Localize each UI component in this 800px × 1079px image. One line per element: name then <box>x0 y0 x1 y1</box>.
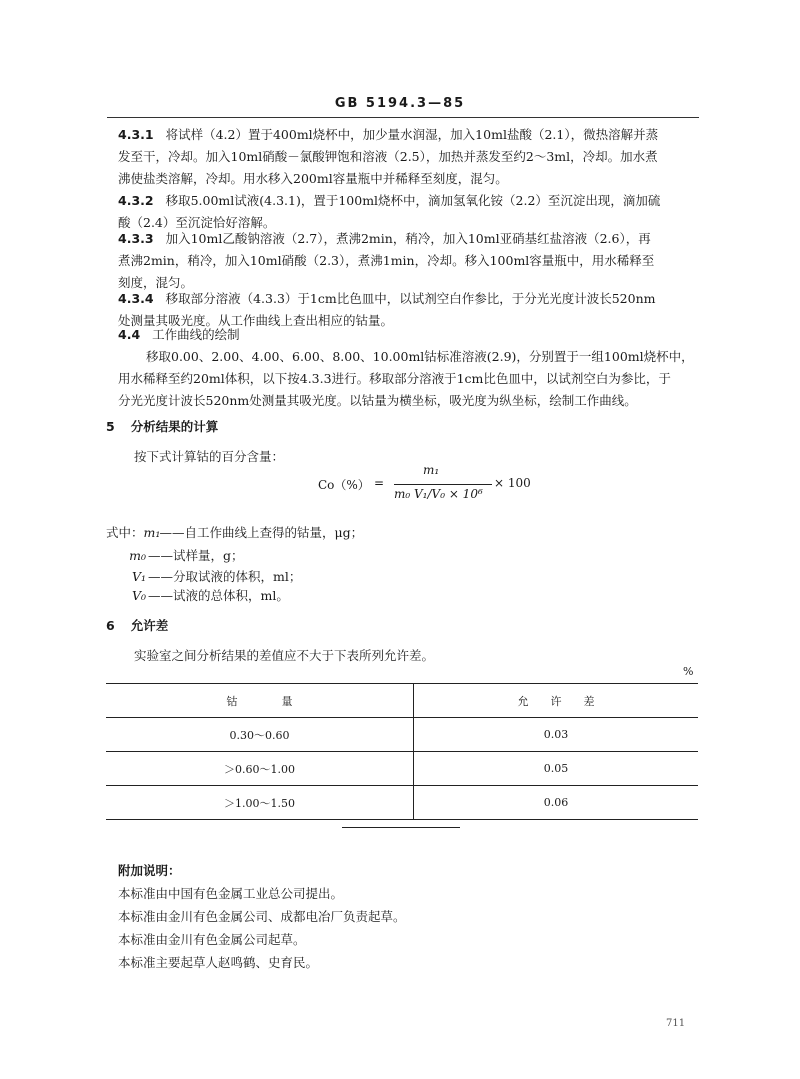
page-number: 711 <box>666 1018 686 1029</box>
legend-symbol: V₀ <box>131 588 146 603</box>
clause-line: 刻度，混匀。 <box>118 275 194 290</box>
section-5-heading <box>106 417 218 435</box>
section-6-heading <box>106 616 168 634</box>
end-divider <box>342 827 460 828</box>
formula-multiplier: × 100 <box>494 476 531 490</box>
notes-title: 附加说明： <box>118 863 181 878</box>
symbol-legend-row <box>106 523 363 541</box>
table-cell: 0.03 <box>414 718 699 752</box>
table-unit: % <box>683 665 694 678</box>
table-row <box>106 752 698 786</box>
formula-equals: = <box>374 476 385 490</box>
table-header-cobalt: 钴 量 <box>106 684 414 718</box>
legend-text: ——试样量，g； <box>148 548 244 563</box>
symbol-legend-row <box>106 586 289 604</box>
note-line: 本标准由中国有色金属工业总公司提出。 <box>118 886 344 901</box>
additional-notes <box>118 859 406 974</box>
standard-header: GB 5194.3—85 <box>334 96 466 111</box>
legend-symbol: V₁ <box>131 569 146 584</box>
clause-line: 酸（2.4）至沉淀恰好溶解。 <box>118 215 276 230</box>
clause-number: 4.3.4 <box>118 291 154 306</box>
table-header-tolerance: 允 许 差 <box>414 684 699 718</box>
section-number: 5 <box>106 419 115 434</box>
section-6-intro: 实验室之间分析结果的差值应不大于下表所列允许差。 <box>134 648 435 663</box>
clause-line: 用水稀释至约20ml体积，以下按4.3.3进行。移取部分溶液于1cm比色皿中，以试剂空白为参比，于 <box>118 371 671 386</box>
clause-number: 4.4 <box>118 327 141 342</box>
table-cell: 0.30～0.60 <box>106 718 414 752</box>
legend-symbol: m₀ <box>129 548 146 563</box>
note-line: 本标准主要起草人赵鸣鹤、史育民。 <box>118 955 319 970</box>
clause-4-3-3 <box>118 228 700 294</box>
legend-symbol: m₁ <box>143 525 161 540</box>
symbol-legend-row <box>106 567 301 585</box>
table-cell: 0.05 <box>414 752 699 786</box>
fraction-line <box>394 484 492 485</box>
table-row <box>106 718 698 752</box>
clause-line: 移取0.00、2.00、4.00、6.00、8.00、10.00ml钴标准溶液(2.9)，分别置于一组100ml烧杯中， <box>146 349 694 364</box>
table-cell: ＞0.60～1.00 <box>106 752 414 786</box>
clause-number: 4.3.1 <box>118 127 154 142</box>
table-cell: ＞1.00～1.50 <box>106 786 414 820</box>
table-cell: 0.06 <box>414 786 699 820</box>
legend-prefix: 式中： <box>106 525 144 540</box>
formula-lhs: Co（%） <box>318 478 370 492</box>
clause-4-4 <box>118 324 700 412</box>
table-row <box>106 786 698 820</box>
clause-line: 煮沸2min，稍冷，加入10ml硝酸（2.3），煮沸1min，冷却。移入100ml容量瓶中，用水稀释至 <box>118 253 655 268</box>
symbol-legend-row <box>106 546 244 564</box>
clause-line: 加入10ml乙酸钠溶液（2.7），煮沸2min，稍冷，加入10ml亚硝基红盐溶液（2.6），再 <box>165 231 651 246</box>
legend-text: ——自工作曲线上查得的钴量，μg； <box>159 525 364 540</box>
formula-numerator: m₁ <box>423 463 440 477</box>
note-line: 本标准由金川有色金属公司起草。 <box>118 932 306 947</box>
formula-denominator: m₀ V₁/V₀ × 10⁶ <box>394 487 483 501</box>
note-line: 本标准由金川有色金属公司、成都电冶厂负责起草。 <box>118 909 406 924</box>
legend-text: ——分取试液的体积，ml； <box>148 569 302 584</box>
tolerance-table <box>106 683 698 820</box>
clause-line: 处测量其吸光度。从工作曲线上查出相应的钴量。 <box>118 313 394 328</box>
calculation-formula <box>318 465 538 515</box>
clause-line: 沸使盐类溶解，冷却。用水移入200ml容量瓶中并稀释至刻度，混匀。 <box>118 171 508 186</box>
clause-line: 发至干，冷却。加入10ml硝酸－氯酸钾饱和溶液（2.5），加热并蒸发至约2～3ml，冷却。加水煮 <box>118 149 658 164</box>
header-rule <box>107 117 699 118</box>
section-5-intro: 按下式计算钴的百分含量： <box>134 449 285 464</box>
legend-text: ——试液的总体积，ml。 <box>148 588 289 603</box>
section-title: 允许差 <box>130 618 169 633</box>
section-number: 6 <box>106 618 115 633</box>
clause-number: 4.3.3 <box>118 231 154 246</box>
table-header-row <box>106 684 698 718</box>
clause-title: 工作曲线的绘制 <box>152 327 240 342</box>
clause-line: 移取5.00ml试液(4.3.1)，置于100ml烧杯中，滴加氢氧化铵（2.2）至沉淀出现，滴加硫 <box>165 193 661 208</box>
clause-line: 移取部分溶液（4.3.3）于1cm比色皿中，以试剂空白作参比，于分光光度计波长520nm <box>165 291 656 306</box>
clause-line: 分光光度计波长520nm处测量其吸光度。以钴量为横坐标，吸光度为纵坐标，绘制工作曲线。 <box>118 393 637 408</box>
clause-line: 将试样（4.2）置于400ml烧杯中，加少量水润湿，加入10ml盐酸（2.1），微热溶解并蒸 <box>165 127 659 142</box>
clause-number: 4.3.2 <box>118 193 154 208</box>
clause-4-3-1 <box>118 124 700 190</box>
section-title: 分析结果的计算 <box>130 419 219 434</box>
